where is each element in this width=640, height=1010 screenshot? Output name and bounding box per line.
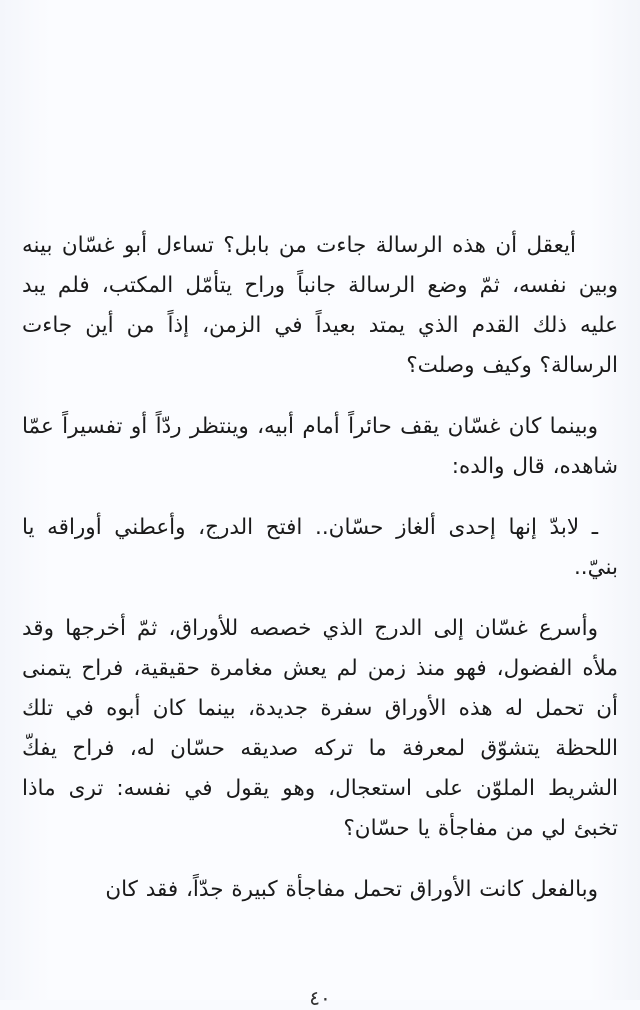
page-number: ٤٠ [309, 986, 331, 1010]
paragraph-5: وبالفعل كانت الأوراق تحمل مفاجأة كبيرة جدّاً، فقد كان [105, 877, 598, 902]
paragraph-4: وأسرع غسّان إلى الدرج الذي خصصه للأوراق، ثمّ أخرجها وقد ملأه الفضول، فهو منذ زمن لم يعش مغامرة حقيقية، فراح يتمنى أن تحمل له هذه الأوراق سفرة جديدة، بينما كان أبوه في تلك اللحظة يتشوّق لمعرفة ما تركه صديقه حسّان له، فراح يفكّ الشريط الملوّن على استعجال، وهو يقول في نفسه: ترى ماذا تخبئ لي من مفاجأة يا حسّان؟ [22, 616, 618, 841]
paragraph-2: وبينما كان غسّان يقف حائراً أمام أبيه، وينتظر ردّاً أو تفسيراً عمّا شاهده، قال والده: [22, 414, 618, 479]
paragraph-3: ـ لابدّ إنها إحدى ألغاز حسّان.. افتح الدرج، وأعطني أوراقه يا بنيّ.. [22, 515, 618, 580]
paragraph-1: أيعقل أن هذه الرسالة جاءت من بابل؟ تساءل أبو غسّان بينه وبين نفسه، ثمّ وضع الرسالة جانباً وراح يتأمّل المكتب، فلم يبد عليه ذلك القدم الذي يمتد بعيداً في الزمن، إذاً من أين جاءت الرسالة؟ وكيف وصلت؟ [22, 233, 618, 378]
body-text [22, 226, 618, 931]
